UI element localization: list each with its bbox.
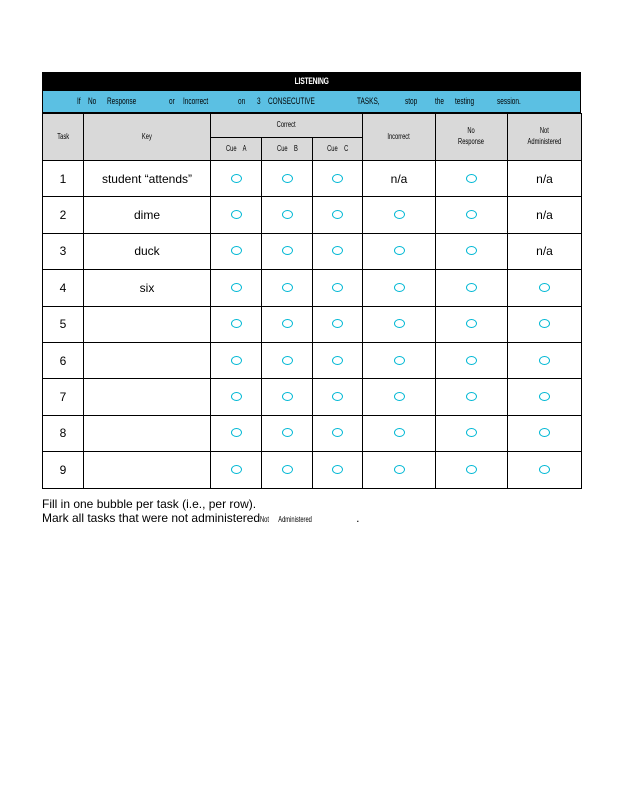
incorrect-bubble[interactable] — [394, 246, 405, 255]
cue-b-bubble[interactable] — [282, 283, 293, 292]
cue-a-bubble[interactable] — [231, 319, 242, 328]
incorrect-cell — [363, 452, 436, 488]
section-title-bar — [42, 72, 581, 91]
task-number: 8 — [43, 415, 84, 451]
instruction-bar — [42, 91, 581, 113]
not-administered-cell — [508, 270, 582, 306]
not-administered-bubble[interactable] — [539, 392, 550, 401]
incorrect-bubble[interactable] — [394, 210, 405, 219]
instruction-word: 3 — [257, 96, 261, 106]
response-form — [42, 72, 581, 489]
table-row — [43, 233, 582, 269]
no-response-bubble[interactable] — [466, 465, 477, 474]
section-title: LISTENING — [294, 76, 329, 86]
task-number: 2 — [43, 197, 84, 233]
note-line-2 — [42, 511, 359, 527]
cue-c-bubble[interactable] — [332, 283, 343, 292]
cue-b-cell — [262, 270, 313, 306]
no-response-bubble[interactable] — [466, 319, 477, 328]
no-response-bubble[interactable] — [466, 246, 477, 255]
cue-a-cell — [211, 452, 262, 488]
table-row — [43, 270, 582, 306]
not-administered-na: n/a — [508, 197, 582, 233]
task-number: 6 — [43, 342, 84, 378]
table-row — [43, 306, 582, 342]
note-line-2-end: . — [356, 511, 360, 525]
cue-b-cell — [262, 379, 313, 415]
not-administered-na: n/a — [508, 161, 582, 197]
header-cue-c: Cue C — [313, 138, 363, 161]
incorrect-cell — [363, 379, 436, 415]
cue-c-cell — [313, 161, 363, 197]
cue-a-bubble[interactable] — [231, 246, 242, 255]
cue-a-bubble[interactable] — [231, 174, 242, 183]
task-key: six — [84, 270, 211, 306]
cue-c-cell — [313, 306, 363, 342]
not-administered-cell — [508, 452, 582, 488]
header-task: Task — [43, 114, 84, 161]
instruction-word: Incorrect — [183, 96, 209, 106]
no-response-cell — [436, 306, 508, 342]
table-row — [43, 452, 582, 488]
note-line-2-small: Not Administered — [260, 515, 312, 524]
cue-c-bubble[interactable] — [332, 210, 343, 219]
cue-c-cell — [313, 415, 363, 451]
cue-c-bubble[interactable] — [332, 246, 343, 255]
cue-b-bubble[interactable] — [282, 210, 293, 219]
incorrect-bubble[interactable] — [394, 356, 405, 365]
task-key — [84, 452, 211, 488]
note-line-2-text: Mark all tasks that were not administered — [42, 511, 261, 525]
cue-b-cell — [262, 161, 313, 197]
header-correct: Correct — [211, 114, 363, 138]
task-number: 9 — [43, 452, 84, 488]
cue-c-bubble[interactable] — [332, 428, 343, 437]
cue-c-bubble[interactable] — [332, 319, 343, 328]
incorrect-cell — [363, 233, 436, 269]
task-number: 5 — [43, 306, 84, 342]
task-key — [84, 415, 211, 451]
task-key — [84, 379, 211, 415]
incorrect-bubble[interactable] — [394, 283, 405, 292]
instruction-word: stop — [405, 96, 418, 106]
cue-a-cell — [211, 306, 262, 342]
not-administered-bubble[interactable] — [539, 428, 550, 437]
not-administered-bubble[interactable] — [539, 283, 550, 292]
no-response-cell — [436, 342, 508, 378]
incorrect-cell — [363, 415, 436, 451]
cue-a-cell — [211, 342, 262, 378]
cue-a-bubble[interactable] — [231, 428, 242, 437]
instruction-word: TASKS, — [357, 96, 380, 106]
instruction-word: CONSECUTIVE — [268, 96, 315, 106]
cue-b-cell — [262, 233, 313, 269]
cue-b-bubble[interactable] — [282, 465, 293, 474]
cue-b-cell — [262, 415, 313, 451]
table-row — [43, 161, 582, 197]
cue-c-bubble[interactable] — [332, 356, 343, 365]
cue-c-cell — [313, 233, 363, 269]
not-administered-cell — [508, 342, 582, 378]
incorrect-cell — [363, 342, 436, 378]
header-cue-b: Cue B — [262, 138, 313, 161]
no-response-bubble[interactable] — [466, 428, 477, 437]
cue-b-bubble[interactable] — [282, 246, 293, 255]
cue-b-bubble[interactable] — [282, 392, 293, 401]
instruction-word: the — [435, 96, 445, 106]
task-key: dime — [84, 197, 211, 233]
header-key: Key — [84, 114, 211, 161]
cue-b-cell — [262, 342, 313, 378]
not-administered-cell — [508, 415, 582, 451]
no-response-cell — [436, 161, 508, 197]
instructions-notes — [42, 497, 359, 527]
cue-c-cell — [313, 197, 363, 233]
not-administered-na: n/a — [508, 233, 582, 269]
not-administered-bubble[interactable] — [539, 319, 550, 328]
cue-c-bubble[interactable] — [332, 174, 343, 183]
table-row — [43, 379, 582, 415]
cue-b-cell — [262, 197, 313, 233]
cue-b-bubble[interactable] — [282, 319, 293, 328]
task-key — [84, 342, 211, 378]
cue-c-cell — [313, 342, 363, 378]
incorrect-bubble[interactable] — [394, 319, 405, 328]
not-administered-cell — [508, 306, 582, 342]
table-row — [43, 197, 582, 233]
cue-a-bubble[interactable] — [231, 356, 242, 365]
cue-b-bubble[interactable] — [282, 356, 293, 365]
instruction-word: or — [169, 96, 175, 106]
cue-a-cell — [211, 415, 262, 451]
header-incorrect: Incorrect — [363, 114, 436, 161]
no-response-bubble[interactable] — [466, 174, 477, 183]
cue-a-bubble[interactable] — [231, 392, 242, 401]
cue-a-cell — [211, 233, 262, 269]
incorrect-cell — [363, 306, 436, 342]
no-response-cell — [436, 415, 508, 451]
cue-a-cell — [211, 270, 262, 306]
no-response-bubble[interactable] — [466, 210, 477, 219]
no-response-cell — [436, 233, 508, 269]
task-table — [42, 113, 582, 489]
task-number: 7 — [43, 379, 84, 415]
not-administered-cell — [508, 379, 582, 415]
cue-b-cell — [262, 452, 313, 488]
no-response-cell — [436, 452, 508, 488]
table-row — [43, 415, 582, 451]
instruction-word: Response — [107, 96, 137, 106]
cue-c-cell — [313, 452, 363, 488]
cue-a-bubble[interactable] — [231, 465, 242, 474]
task-number: 1 — [43, 161, 84, 197]
cue-b-bubble[interactable] — [282, 174, 293, 183]
instruction-word: No — [88, 96, 97, 106]
header-not-administered: Not Administered — [508, 114, 582, 161]
cue-c-cell — [313, 270, 363, 306]
incorrect-na: n/a — [363, 161, 436, 197]
incorrect-bubble[interactable] — [394, 465, 405, 474]
no-response-bubble[interactable] — [466, 392, 477, 401]
cue-a-bubble[interactable] — [231, 283, 242, 292]
note-line-1: Fill in one bubble per task (i.e., per row). — [42, 497, 257, 511]
incorrect-bubble[interactable] — [394, 392, 405, 401]
cue-b-bubble[interactable] — [282, 428, 293, 437]
cue-b-cell — [262, 306, 313, 342]
cue-c-bubble[interactable] — [332, 392, 343, 401]
task-key: duck — [84, 233, 211, 269]
no-response-cell — [436, 379, 508, 415]
task-key — [84, 306, 211, 342]
instruction-word: session. — [497, 96, 521, 106]
cue-a-bubble[interactable] — [231, 210, 242, 219]
cue-a-cell — [211, 379, 262, 415]
instruction-word: If — [77, 96, 81, 106]
incorrect-cell — [363, 270, 436, 306]
not-administered-bubble[interactable] — [539, 465, 550, 474]
no-response-cell — [436, 197, 508, 233]
incorrect-cell — [363, 197, 436, 233]
task-number: 3 — [43, 233, 84, 269]
incorrect-bubble[interactable] — [394, 428, 405, 437]
header-cue-a: Cue A — [211, 138, 262, 161]
cue-a-cell — [211, 197, 262, 233]
table-row — [43, 342, 582, 378]
task-key: student “attends” — [84, 161, 211, 197]
no-response-bubble[interactable] — [466, 356, 477, 365]
cue-a-cell — [211, 161, 262, 197]
no-response-bubble[interactable] — [466, 283, 477, 292]
cue-c-cell — [313, 379, 363, 415]
cue-c-bubble[interactable] — [332, 465, 343, 474]
task-number: 4 — [43, 270, 84, 306]
instruction-word: testing — [455, 96, 475, 106]
instruction-word: on — [238, 96, 246, 106]
not-administered-bubble[interactable] — [539, 356, 550, 365]
no-response-cell — [436, 270, 508, 306]
header-no-response: No Response — [436, 114, 508, 161]
